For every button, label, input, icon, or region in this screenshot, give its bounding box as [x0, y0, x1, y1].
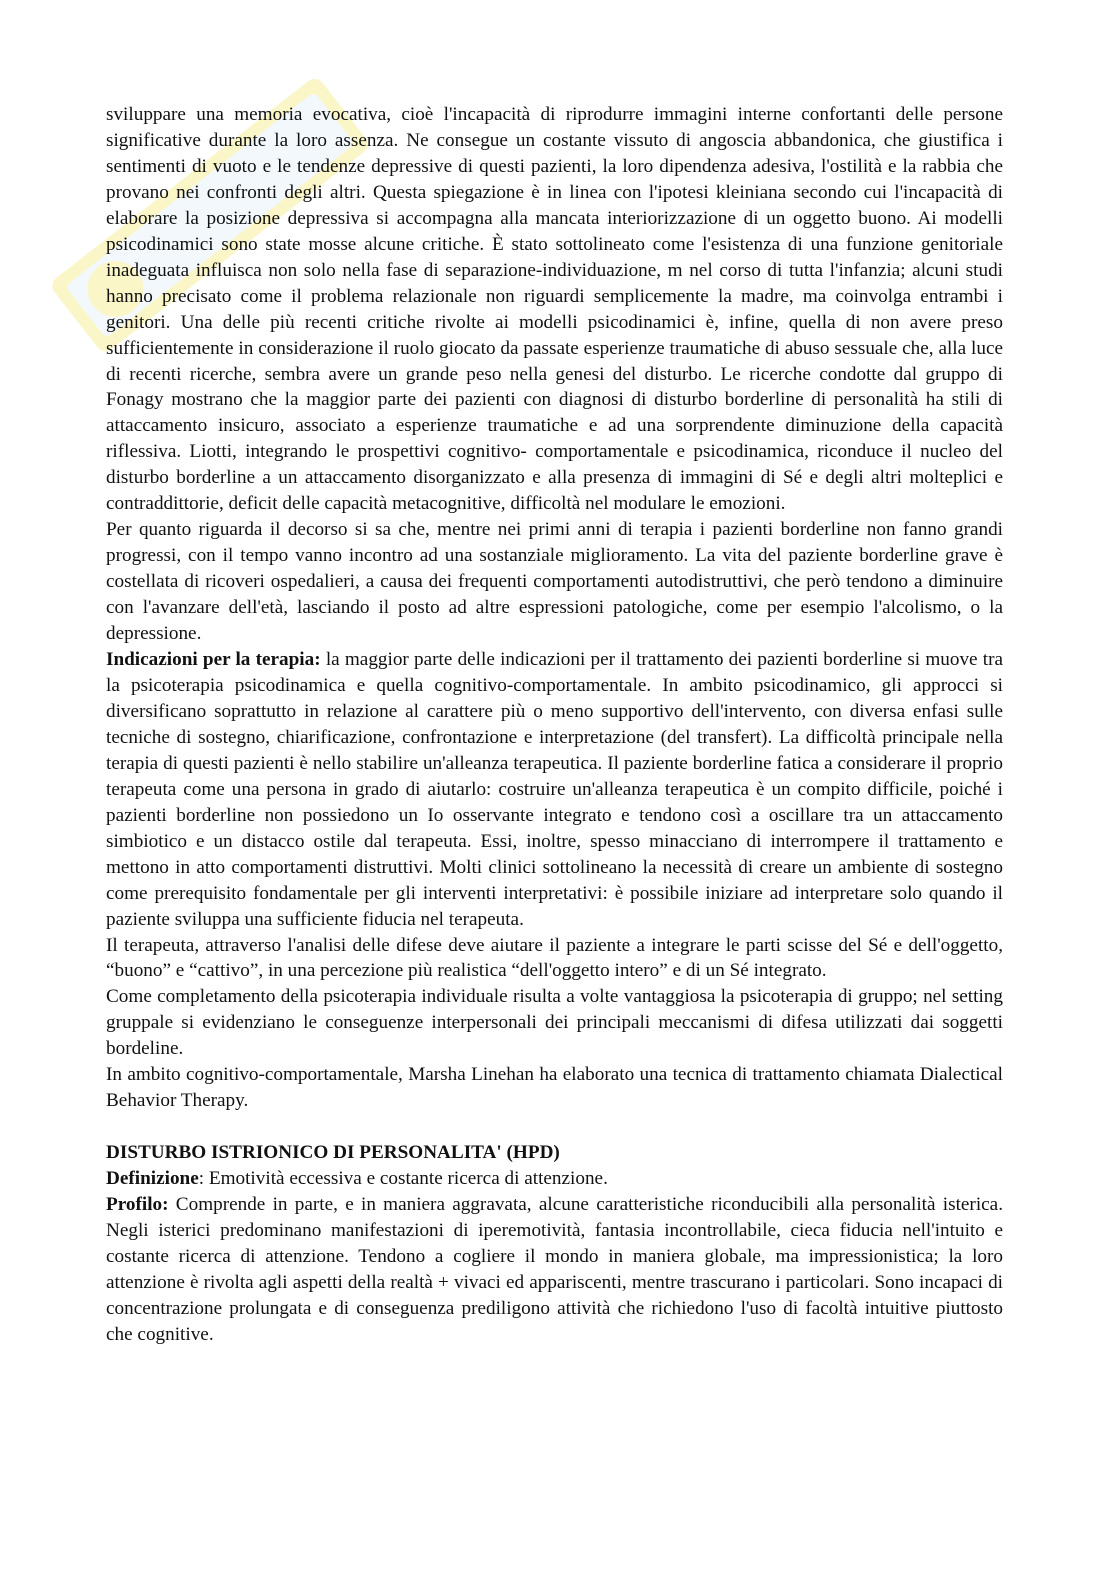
paragraph-definition [106, 1166, 1003, 1192]
paragraph-therapy-indications [106, 647, 1003, 932]
paragraph-profile [106, 1192, 1003, 1348]
definition-label: Definizione [106, 1168, 199, 1190]
document-body [106, 102, 1003, 1348]
therapy-indications-label: Indicazioni per la terapia: [106, 649, 321, 671]
definition-text: : Emotività eccessiva e costante ricerca di attenzione. [198, 1168, 608, 1190]
paragraph-attachment-theory: sviluppare una memoria evocativa, cioè l'incapacità di riprodurre immagini interne confortanti delle persone significative durante la loro assenza. Ne consegue un costante vissuto di angoscia abbandonica, che giustifica i sentimenti di vuoto e le tendenze depressive di questi pazienti, la loro dipendenza adesiva, l'ostilità e la rabbia che provano nei confronti degli altri. Questa spiegazione è in linea con l'ipotesi kleiniana secondo cui l'incapacità di elaborare la posizione depressiva si accompagna alla mancata interiorizzazione di un oggetto buono. Ai modelli psicodinamici sono state mosse alcune critiche. È stato sottolineato come l'esistenza di una funzione genitoriale inadeguata influisca non solo nella fase di separazione-individuazione, m nel corso di tutta l'infanzia; alcuni studi hanno precisato come il problema relazionale non riguardi semplicemente la madre, ma coinvolga entrambi i genitori. Una delle più recenti critiche rivolte ai modelli psicodinamici è, infine, quella di non avere preso sufficientemente in considerazione il ruolo giocato da passate esperienze traumatiche di abuso sessuale che, alla luce di recenti ricerche, sembra avere un grande peso nella genesi del disturbo. Le ricerche condotte dal gruppo di Fonagy mostrano che la maggior parte dei pazienti con diagnosi di disturbo borderline di personalità ha stili di attaccamento insicuro, associato a esperienze traumatiche e ad una sorprendente diminuzione della capacità riflessiva. Liotti, integrando le prospettivi cognitivo- comportamentale e psicodinamica, riconduce il nucleo del disturbo borderline a un attaccamento disorganizzato e alla presenza di immagini di Sé e degli altri molteplici e contraddittorie, deficit delle capacità metacognitive, difficoltà nel modulare le emozioni. [106, 104, 1003, 515]
paragraph-dbt: In ambito cognitivo-comportamentale, Marsha Linehan ha elaborato una tecnica di trattamento chiamata Dialectical Behavior Therapy. [106, 1064, 1003, 1112]
paragraph-course: Per quanto riguarda il decorso si sa che, mentre nei primi anni di terapia i pazienti borderline non fanno grandi progressi, con il tempo vanno incontro ad una sostanziale miglioramento. La vita del paziente borderline grave è costellata di ricoveri ospedalieri, a causa dei frequenti comportamenti autodistruttivi, che però tendono a diminuire con l'avanzare dell'età, lasciando il posto ad altre espressioni patologiche, come per esempio l'alcolismo, o la depressione. [106, 519, 1003, 645]
paragraph-therapist-role: Il terapeuta, attraverso l'analisi delle difese deve aiutare il paziente a integrare le parti scisse del Sé e dell'oggetto, “buono” e “cattivo”, in una percezione più realistica “dell'oggetto intero” e di un Sé integrato. [106, 934, 1003, 982]
profile-text: Comprende in parte, e in maniera aggravata, alcune caratteristiche riconducibili alla personalità isterica. Negli isterici predominano manifestazioni di iperemotività, fantasia incontrollabile, cieca fiducia nell'intuito e costante ricerca di attenzione. Tendono a cogliere il mondo in maniera globale, ma impressionistica; la loro attenzione è rivolta agli aspetti della realtà + vivaci ed appariscenti, mentre trascurano i particolari. Sono incapaci di concentrazione prolungata e di conseguenza prediligono attività che richiedono l'uso di facoltà intuitive piuttosto che cognitive. [106, 1194, 1003, 1345]
profile-label: Profilo: [106, 1194, 169, 1216]
paragraph-group-therapy: Come completamento della psicoterapia individuale risulta a volte vantaggiosa la psicoterapia di gruppo; nel setting gruppale si evidenziano le conseguenze interpersonali dei principali meccanismi di difesa utilizzati dai soggetti bordeline. [106, 986, 1003, 1060]
section-heading-hpd: DISTURBO ISTRIONICO DI PERSONALITA' (HPD) [106, 1142, 560, 1164]
therapy-indications-text: la maggior parte delle indicazioni per il trattamento dei pazienti borderline si muove tra la psicoterapia psicodinamica e quella cognitivo-comportamentale. In ambito psicodinamico, gli approcci si diversificano soprattutto in relazione al carattere più o meno supportivo dell'intervento, con diversa enfasi sulle tecniche di sostegno, chiarificazione, confrontazione e interpretazione (del transfert). La difficoltà principale nella terapia di questi pazienti è nello stabilire un'alleanza terapeutica. Il paziente borderline fatica a considerare il proprio terapeuta come una persona in grado di aiutarlo: costruire un'alleanza terapeutica è un compito difficile, poiché i pazienti borderline non possiedono un Io osservante integrato e tendono così a oscillare tra un attaccamento simbiotico e un distacco ostile dal terapeuta. Essi, inoltre, spesso minacciano di interrompere il trattamento e mettono in atto comportamenti distruttivi. Molti clinici sottolineano la necessità di creare un ambiente di sostegno come prerequisito fondamentale per gli interventi interpretativi: è possibile iniziare ad interpretare solo quando il paziente sviluppa una sufficiente fiducia nel terapeuta. [106, 649, 1004, 930]
